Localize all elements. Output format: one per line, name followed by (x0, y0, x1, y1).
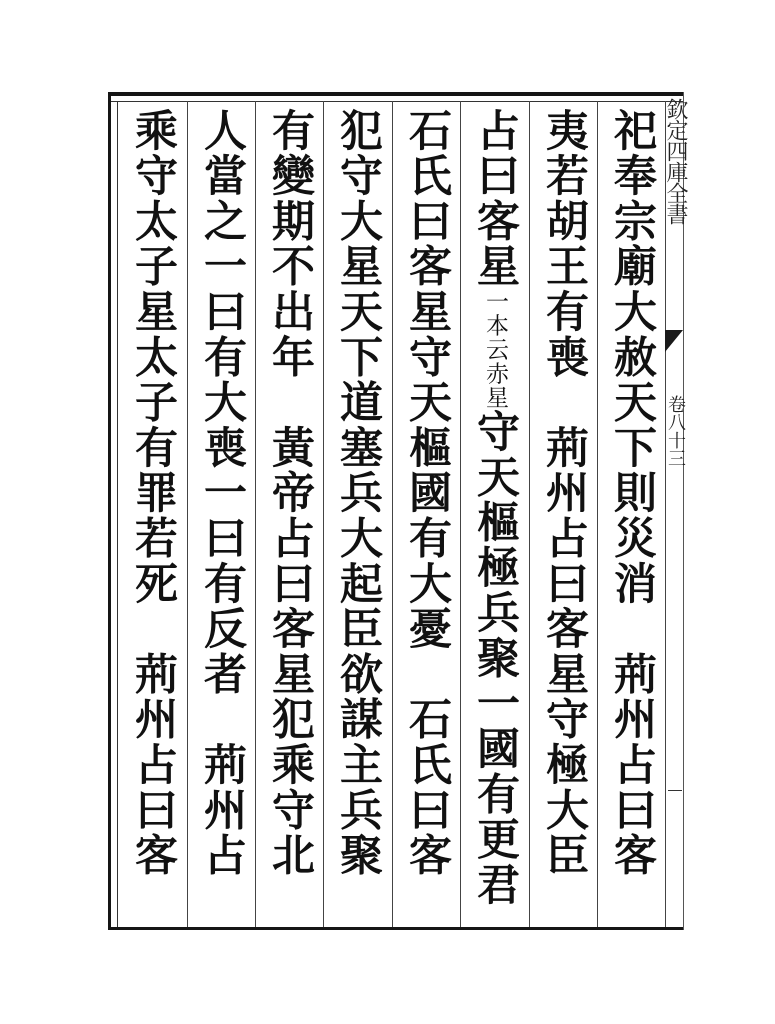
interlinear-note: 一本云赤星 (482, 289, 508, 410)
text-column-8: 乘守太子星太子有罪若死 荊州占曰客 (128, 108, 178, 879)
column-divider (392, 101, 393, 927)
frame-top-rule (108, 92, 683, 96)
column-divider (460, 101, 461, 927)
text-column-1: 祀奉宗廟大赦天下則災消 荊州占曰客 (607, 108, 657, 879)
margin-juan-number: 卷八十三 (665, 395, 686, 467)
column-divider (255, 101, 256, 927)
text-column-4: 石氏曰客星守天樞國有大憂 石氏曰客 (402, 108, 452, 879)
frame-left-rule (108, 92, 111, 930)
text-column-7: 人當之一曰有大喪一曰有反者 荊州占 (197, 108, 247, 879)
column-divider (323, 101, 324, 927)
frame-bottom-rule (108, 927, 683, 930)
column-3-text-start: 占曰客星 (470, 108, 520, 290)
fishtail-mark (665, 330, 683, 352)
text-column-6: 有變期不出年 黃帝占曰客星犯乘守北 (265, 108, 315, 879)
text-column-3 (462, 108, 528, 923)
column-3-text-end: 守天樞極兵聚一國有更君 (470, 409, 520, 908)
margin-book-title: 欽定四庫全書 (663, 98, 688, 224)
text-column-5: 犯守大星天下道塞兵大起臣欲謀主兵聚 (333, 108, 383, 879)
column-divider (529, 101, 530, 927)
column-divider (597, 101, 598, 927)
fold-tick-mark (668, 790, 682, 791)
text-column-2: 夷若胡王有喪 荊州占曰客星守極大臣 (539, 108, 589, 879)
frame-left-inner-rule (117, 101, 118, 927)
column-divider (187, 101, 188, 927)
